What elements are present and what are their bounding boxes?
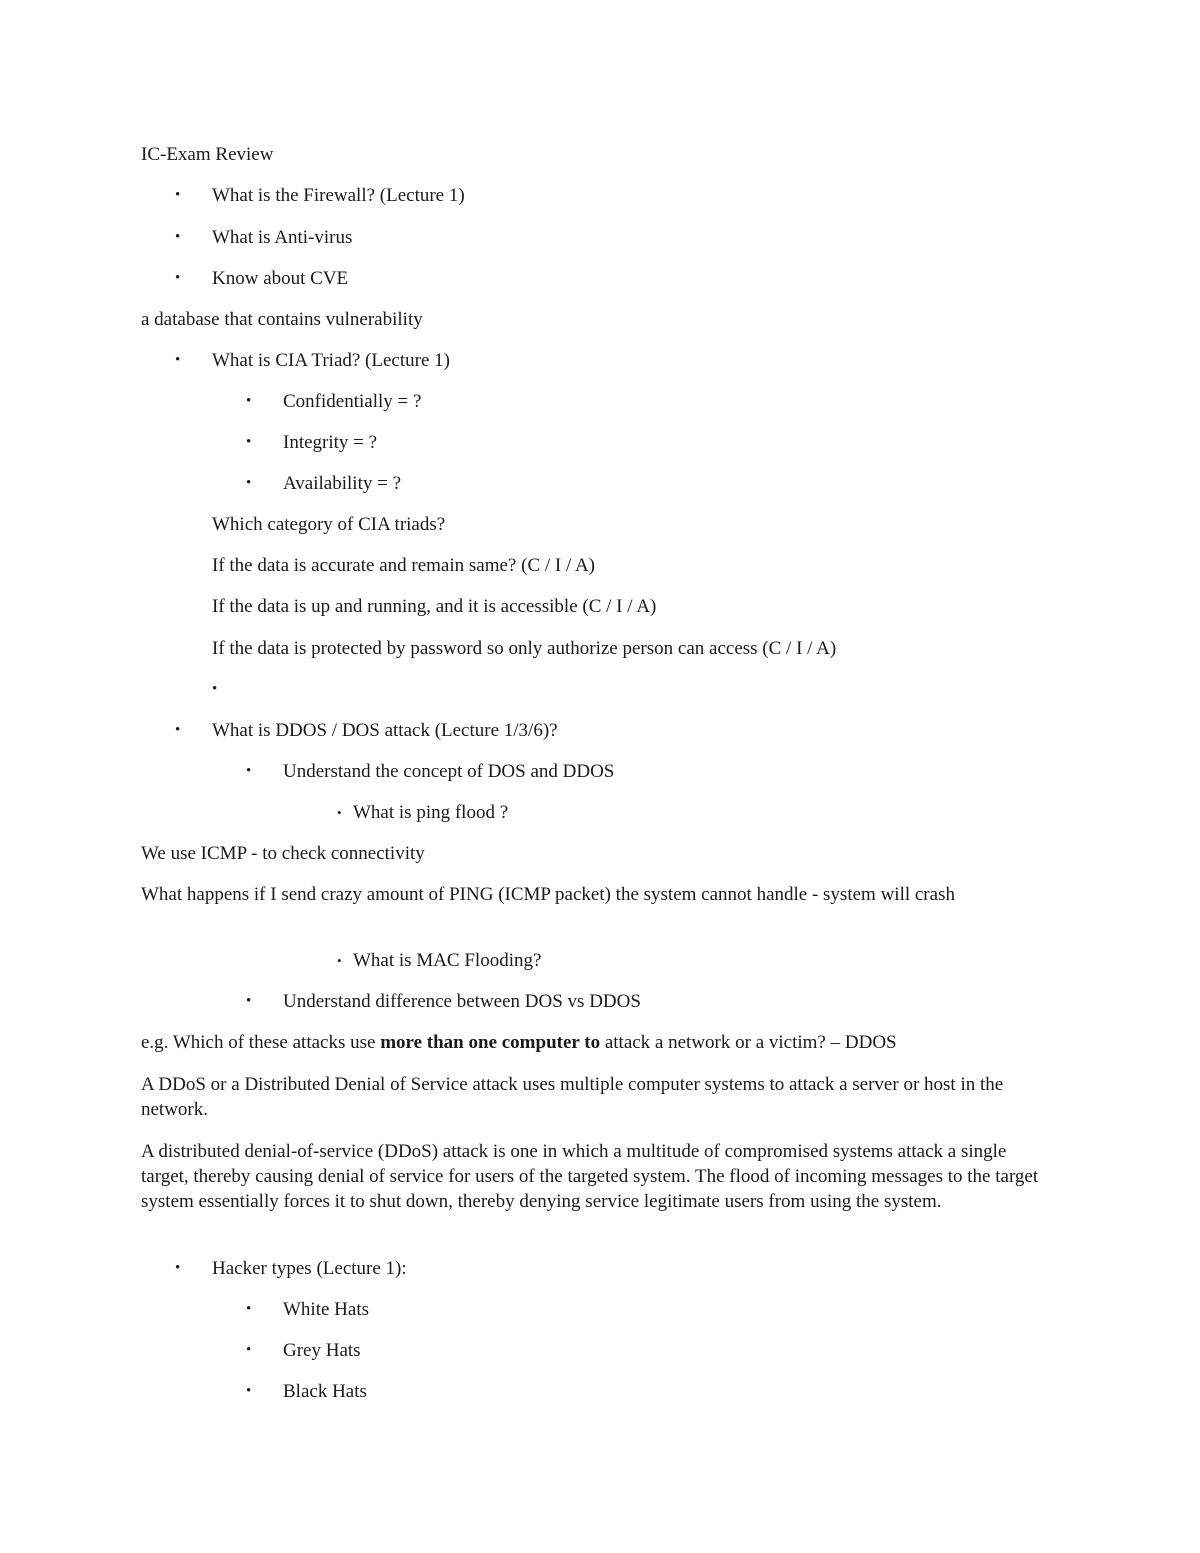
list-item-antivirus: What is Anti-virus xyxy=(212,227,353,248)
bullet-icon: • xyxy=(246,393,252,409)
cia-question-3: If the data is protected by password so only authorize person can access (C / I / A) xyxy=(212,638,837,659)
bullet-icon: • xyxy=(175,229,181,245)
list-item-ddos: What is DDOS / DOS attack (Lecture 1/3/6)? xyxy=(212,720,558,741)
bullet-icon: • xyxy=(246,1301,252,1317)
list-item-mac-flooding: What is MAC Flooding? xyxy=(353,950,542,971)
list-item-ddos-concept: Understand the concept of DOS and DDOS xyxy=(283,761,615,782)
example-prefix: e.g. Which of these attacks use xyxy=(141,1032,381,1053)
cia-question-1: If the data is accurate and remain same? (C / I / A) xyxy=(212,555,595,576)
list-item-ping-flood: What is ping flood ? xyxy=(353,802,509,823)
list-item-confidentially: Confidentially = ? xyxy=(283,391,422,412)
bullet-icon: • xyxy=(246,1342,252,1358)
list-item-black-hats: Black Hats xyxy=(283,1381,367,1402)
bullet-icon: • xyxy=(337,953,342,968)
example-question xyxy=(141,1030,897,1055)
ddos-definition-1: A DDoS or a Distributed Denial of Service attack uses multiple computer systems to attack a server or host in the network. xyxy=(141,1074,1004,1120)
cia-question-2: If the data is up and running, and it is accessible (C / I / A) xyxy=(212,596,657,617)
cia-question: Which category of CIA triads? xyxy=(212,514,446,535)
list-item-cia: What is CIA Triad? (Lecture 1) xyxy=(212,350,450,371)
example-bold: more than one computer to xyxy=(380,1032,601,1053)
list-item-grey-hats: Grey Hats xyxy=(283,1340,361,1361)
bullet-icon: • xyxy=(175,1260,181,1276)
bullet-icon: • xyxy=(337,805,342,820)
bullet-icon: • xyxy=(175,352,181,368)
bullet-icon: • xyxy=(175,187,181,203)
ddos-definition-2: A distributed denial-of-service (DDoS) attack is one in which a multitude of compromised systems attack a single target, thereby causing denial of service for users of the targeted system. The flood of incoming messages to the target system essentially forces it to shut down, thereby denying service legitimate users from using the system. xyxy=(141,1141,1039,1212)
list-item-cve: Know about CVE xyxy=(212,268,349,289)
bullet-icon: • xyxy=(246,993,252,1009)
bullet-icon: • xyxy=(175,722,181,738)
list-item-white-hats: White Hats xyxy=(283,1299,370,1320)
bullet-icon: • xyxy=(246,434,252,450)
bullet-icon: • xyxy=(175,270,181,286)
list-item-dos-vs-ddos: Understand difference between DOS vs DDOS xyxy=(283,991,641,1012)
list-item-hacker-types: Hacker types (Lecture 1): xyxy=(212,1258,407,1279)
ping-note: What happens if I send crazy amount of PING (ICMP packet) the system cannot handle - system will crash xyxy=(141,884,955,905)
list-item-availability: Availability = ? xyxy=(283,473,401,494)
icmp-note: We use ICMP - to check connectivity xyxy=(141,843,425,864)
list-item-integrity: Integrity = ? xyxy=(283,432,378,453)
list-item-firewall: What is the Firewall? (Lecture 1) xyxy=(212,185,465,206)
bullet-icon: • xyxy=(246,763,252,779)
bullet-icon: • xyxy=(246,1383,252,1399)
example-suffix: attack a network or a victim? – DDOS xyxy=(600,1032,897,1053)
empty-bullet-icon: • xyxy=(212,681,218,697)
bullet-icon: • xyxy=(246,475,252,491)
document-title: IC-Exam Review xyxy=(141,144,274,165)
cve-answer: a database that contains vulnerability xyxy=(141,309,423,330)
